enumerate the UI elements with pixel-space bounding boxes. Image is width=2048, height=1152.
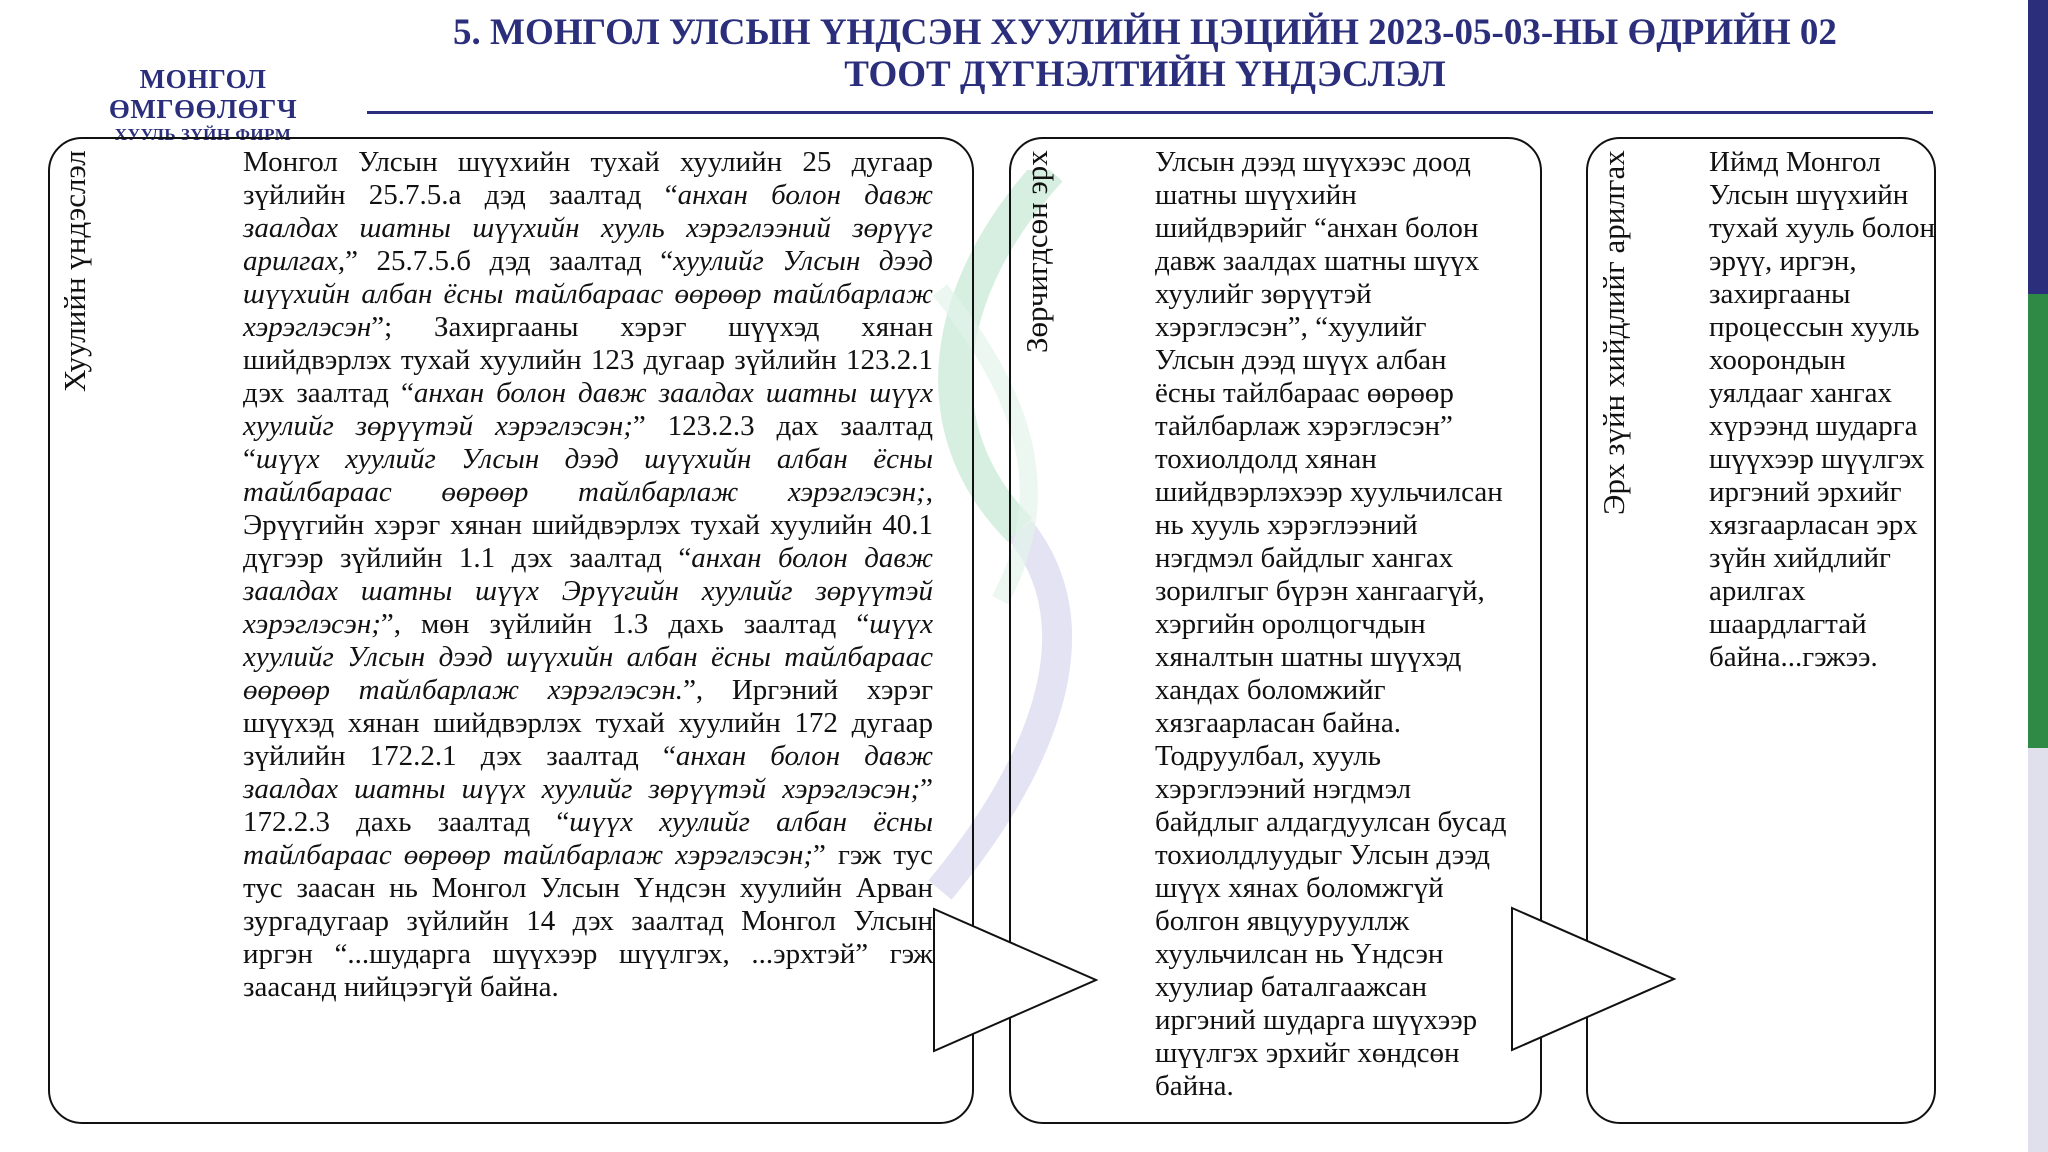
panel-remedy-label: Эрх зүйн хийдлийг арилгах bbox=[1596, 150, 1631, 515]
violated-rights-text-line: хэрэглэсэн”, “хуулийг bbox=[1155, 311, 1427, 343]
violated-rights-text-line: тайлбарлаж хэрэглэсэн” bbox=[1155, 410, 1453, 442]
logo-subtitle: ХУУЛЬ ЗҮЙН ФИРМ bbox=[114, 125, 292, 144]
remedy-text-line: процессын хууль bbox=[1709, 311, 1920, 343]
violated-rights-text-line: болгон явцуурууллж bbox=[1155, 905, 1410, 937]
legal-basis-text-segment: анхан болон давж заалдах шатны шүүхийн хууль хэрэглээний зөрүүг арилгах, bbox=[243, 179, 933, 277]
panel-violated-rights-label: Зөрчигдсөн эрх bbox=[1019, 150, 1054, 353]
legal-basis-text-segment: анхан болон давж заалдах шатны шүүх Эрүүгийн хуулийг зөрүүтэй хэрэглэсэн; bbox=[243, 542, 933, 640]
violated-rights-text-line: тохиолдлуудыг Улсын дээд bbox=[1155, 839, 1490, 871]
violated-rights-text-line: шүүх хянах боломжгүй bbox=[1155, 872, 1444, 904]
side-accent-bar-green bbox=[2028, 294, 2048, 748]
remedy-text-line: хязгаарласан эрх bbox=[1709, 509, 1918, 541]
violated-rights-text-line: Улсын дээд шүүхээс доод bbox=[1155, 146, 1471, 178]
title-underline bbox=[367, 111, 1933, 114]
remedy-text-line: эрүү, иргэн, bbox=[1709, 245, 1857, 277]
remedy-text-line: захиргааны bbox=[1709, 278, 1851, 310]
remedy-text-line: уялдааг хангах bbox=[1709, 377, 1893, 409]
violated-rights-text-line: байна. bbox=[1155, 1070, 1234, 1102]
legal-basis-text-segment: ” гэж тус тус заасан нь Монгол Улсын Үндсэн хуулийн Арван зургадугаар зүйлийн 14 дэх заалтад Монгол Улсын иргэн “...шударга шүүхээр шүүлгэх, ...эрхтэй” гэж заасанд нийцээгүй байна. bbox=[243, 839, 933, 1003]
violated-rights-text-line: хуулиар баталгаажсан bbox=[1155, 971, 1428, 1003]
violated-rights-text-line: Улсын дээд шүүх албан bbox=[1155, 344, 1447, 376]
legal-basis-text-segment: ”, Иргэний хэрэг шүүхэд хянан шийдвэрлэх тухай хуулийн 172 дугаар зүйлийн 172.2.1 дэх заалтад “ bbox=[243, 674, 933, 772]
violated-rights-text-line: хуулийг зөрүүтэй bbox=[1155, 278, 1372, 310]
arrow-right-icon bbox=[932, 907, 1098, 1053]
legal-basis-text-segment: анхан болон давж заалдах шатны шүүх хуулийг зөрүүтэй хэрэглэсэн; bbox=[243, 377, 933, 442]
remedy-text-line: байна...гэжээ. bbox=[1709, 641, 1878, 673]
remedy-text-line: тухай хууль болон bbox=[1709, 212, 1935, 244]
firm-logo bbox=[48, 64, 358, 146]
violated-rights-text-line: хандах боломжийг bbox=[1155, 674, 1386, 706]
arrow-right-icon bbox=[1510, 906, 1676, 1052]
violated-rights-text-line: нэгдмэл байдлыг хангах bbox=[1155, 542, 1454, 574]
remedy-text-line: хоорондын bbox=[1709, 344, 1846, 376]
side-accent-bar-light bbox=[2028, 748, 2048, 1152]
violated-rights-text-line: хязгаарласан байна. bbox=[1155, 707, 1402, 739]
legal-basis-text-segment: шүүх хуулийг Улсын дээд шүүхийн албан ёсны тайлбараас өөрөөр тайлбарлаж хэрэглэсэн; bbox=[243, 443, 933, 508]
slide-title-line-1: 5. МОНГОЛ УЛСЫН ҮНДСЭН ХУУЛИЙН ЦЭЦИЙН 2023-05-03-НЫ ӨДРИЙН 02 bbox=[453, 12, 1837, 53]
remedy-text-line: иргэний эрхийг bbox=[1709, 476, 1902, 508]
panel-violated-rights-text bbox=[1155, 146, 1555, 1103]
violated-rights-text-line: нь хууль хэрэглээний bbox=[1155, 509, 1418, 541]
violated-rights-text-line: давж заалдах шатны шүүх bbox=[1155, 245, 1480, 277]
panel-legal-basis-text bbox=[243, 146, 933, 1004]
remedy-text-line: шаардлагтай bbox=[1709, 608, 1867, 640]
slide-title bbox=[360, 12, 1930, 96]
violated-rights-text-line: хяналтын шатны шүүхэд bbox=[1155, 641, 1462, 673]
remedy-text-line: зүйн хийдлийг bbox=[1709, 542, 1891, 574]
legal-basis-text-segment: ”, мөн зүйлийн 1.3 дахь заалтад “ bbox=[380, 608, 870, 640]
panel-remedy-text bbox=[1709, 146, 1959, 674]
legal-basis-text-segment: шүүх хуулийг албан ёсны тайлбараас өөрөөр тайлбарлаж хэрэглэсэн; bbox=[243, 806, 933, 871]
violated-rights-text-line: шийдвэрлэхээр хуульчилсан bbox=[1155, 476, 1503, 508]
violated-rights-text-line: байдлыг алдагдуулсан бусад bbox=[1155, 806, 1507, 838]
legal-basis-text-segment: шүүх хуулийг Улсын дээд шүүхийн албан ёсны тайлбараас өөрөөр тайлбарлаж хэрэглэсэн. bbox=[243, 608, 933, 706]
legal-basis-text-segment: ” 25.7.5.б дэд заалтад “ bbox=[345, 245, 674, 277]
legal-basis-text-segment: анхан болон давж заалдах шатны шүүх хуулийг зөрүүтэй хэрэглэсэн; bbox=[243, 740, 933, 805]
remedy-text-line: арилгах bbox=[1709, 575, 1806, 607]
remedy-text-line: Улсын шүүхийн bbox=[1709, 179, 1909, 211]
violated-rights-text-line: Тодруулбал, хууль bbox=[1155, 740, 1381, 772]
logo-name: МОНГОЛ ӨМГӨӨЛӨГЧ bbox=[108, 64, 298, 124]
violated-rights-text-line: шүүлгэх эрхийг хөндсөн bbox=[1155, 1037, 1460, 1069]
legal-basis-text-segment: ”; Захиргааны хэрэг шүүхэд хянан шийдвэрлэх тухай хуулийн 123 дугаар зүйлийн 123.2.1 дэх заалтад “ bbox=[243, 311, 933, 409]
violated-rights-text-line: хуульчилсан нь Үндсэн bbox=[1155, 938, 1444, 970]
violated-rights-text-line: хэргийн оролцогчдын bbox=[1155, 608, 1426, 640]
violated-rights-text-line: хэрэглээний нэгдмэл bbox=[1155, 773, 1412, 805]
legal-basis-text-segment: Монгол Улсын шүүхийн тухай хуулийн 25 дугаар зүйлийн 25.7.5.а дэд заалтад “ bbox=[243, 146, 933, 211]
remedy-text-line: Иймд Монгол bbox=[1709, 146, 1881, 178]
legal-basis-text-segment: хуулийг Улсын дээд шүүхийн албан ёсны тайлбараас өөрөөр тайлбарлаж хэрэглэсэн bbox=[243, 245, 933, 343]
remedy-text-line: шүүхээр шүүлгэх bbox=[1709, 443, 1925, 475]
legal-basis-text-segment: , Эрүүгийн хэрэг хянан шийдвэрлэх тухай хуулийн 40.1 дүгээр зүйлийн 1.1 дэх заалтад “ bbox=[243, 476, 933, 574]
panel-legal-basis-label: Хуулийн үндэслэл bbox=[57, 150, 92, 392]
violated-rights-text-line: иргэний шударга шүүхээр bbox=[1155, 1004, 1478, 1036]
violated-rights-text-line: зорилгыг бүрэн хангаагүй, bbox=[1155, 575, 1485, 607]
legal-basis-text-segment: ” 123.2.3 дах заалтад “ bbox=[243, 410, 933, 475]
violated-rights-text-line: тохиолдолд хянан bbox=[1155, 443, 1377, 475]
violated-rights-text-line: шатны шүүхийн bbox=[1155, 179, 1357, 211]
slide-title-line-2: ТООТ ДҮГНЭЛТИЙН ҮНДЭСЛЭЛ bbox=[844, 54, 1446, 95]
violated-rights-text-line: шийдвэрийг “анхан болон bbox=[1155, 212, 1479, 244]
remedy-text-line: хүрээнд шударга bbox=[1709, 410, 1918, 442]
side-accent-bar-navy bbox=[2028, 0, 2048, 294]
legal-basis-text-segment: ” 172.2.3 дахь заалтад “ bbox=[243, 773, 933, 838]
violated-rights-text-line: ёсны тайлбараас өөрөөр bbox=[1155, 377, 1454, 409]
